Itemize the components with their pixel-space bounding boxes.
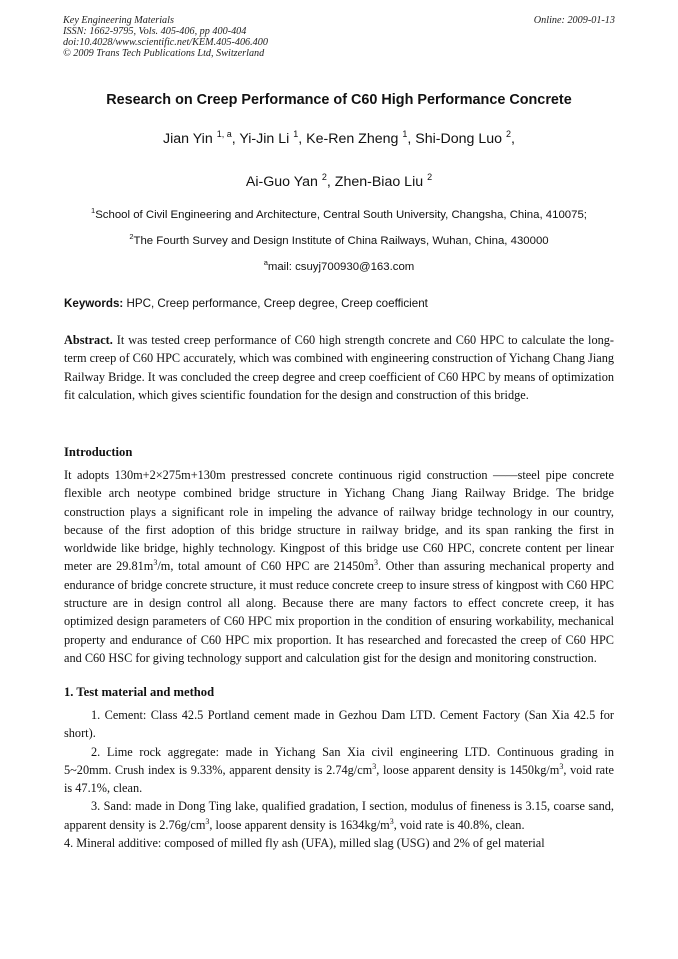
- doi-line: doi:10.4028/www.scientific.net/KEM.405-406.400: [63, 37, 268, 48]
- author-line-1: Jian Yin $^{1, a}$, Yi-Jin Li $^1$, Ke-Ren Zheng $^1$, Shi-Dong Luo $^2$,: [163, 129, 515, 147]
- author-name: Ai-Guo Yan: [245, 174, 318, 190]
- section-heading-introduction: Introduction: [64, 445, 133, 459]
- affiliation-1: [0, 206, 678, 221]
- abstract: [64, 331, 614, 404]
- author-affil-mark: 2: [321, 172, 327, 182]
- section1-body: [64, 706, 614, 852]
- online-date: Online: 2009-01-13: [533, 15, 615, 26]
- item-mineral-additive: 4. Mineral additive: composed of milled fly ash (UFA), milled slag (USG) and 2% of gel material: [64, 836, 545, 851]
- author-name: Shi-Dong Luo: [415, 131, 503, 147]
- email-mark: a: [263, 258, 268, 267]
- abstract-label: Abstract.: [64, 333, 113, 347]
- author-email: [0, 258, 678, 273]
- item-text: , loose apparent density is 1450kg/m: [376, 762, 560, 777]
- abstract-text: It was tested creep performance of C60 high strength concrete and C60 HPC to calculate the long-term creep of C60 HPC accurately, which was combined with engineering construction of Yichang Chang Jiang Railway Bridge. It was concluded the creep degree and creep coefficient of C60 HPC by means of optimization fit calculation, which gives scientific foundation for the design and construction of this bridge.: [64, 333, 614, 402]
- introduction-paragraph: [64, 466, 614, 667]
- author-name: Ke-Ren Zheng: [306, 131, 399, 147]
- item-text: 3. Sand: made in Dong Ting lake, qualified gradation, I section, modulus of fineness is 3.15, coarse sand, apparent density is 2.76g/cm: [64, 799, 614, 832]
- author-affil-mark: 1: [293, 129, 299, 139]
- journal-header: [63, 15, 268, 59]
- paper-title: Research on Creep Performance of C60 High Performance Concrete: [106, 92, 572, 108]
- author-name: Jian Yin: [163, 131, 213, 147]
- affiliation-text: School of Civil Engineering and Architecture, Central South University, Changsha, China, 410075;: [95, 209, 587, 221]
- affiliation-text: The Fourth Survey and Design Institute of China Railways, Wuhan, China, 430000: [133, 235, 549, 247]
- intro-text: It adopts 130m+2×275m+130m prestressed concrete continuous rigid construction ——steel pipe concrete flexible arch neotype combined bridge structure in Yichang Chang Jiang Railway Bridge. The bridge construction plays a significant role in impeling the advance of railway bridge technology in our country, because of the first adoption of this bridge structure in railway bridge, and its span ranking the first in worldwide like bridge, highly technology. Kingpost of this bridge use C60 HPC, concrete content per linear meter are 29.81m: [64, 468, 614, 574]
- affiliation-mark: 1: [91, 206, 96, 215]
- superscript: 3: [374, 558, 379, 568]
- intro-text: . Other than assuring mechanical property and endurance of bridge concrete structure, it must reduce concrete creep to insure stress of kingpost with C60 HPC structure are in design control all along. Because there are many factors to effect concrete creep, it has optimized design parameters of C60 HPC mix proportion in the condition of ensuring workability, mechanical property and endurance of C60 HPC mix proportion. It has researched and forecasted the creep of C60 HPC and C60 HSC for giving technology support and calculation gist for the design and monitoring construction.: [64, 559, 614, 665]
- superscript: 3: [153, 558, 158, 568]
- superscript: 3: [389, 816, 394, 826]
- item-text: , void rate is 40.8%, clean.: [393, 817, 525, 832]
- keywords: [64, 297, 428, 310]
- journal-name: Key Engineering Materials: [63, 15, 174, 26]
- item-text: , void rate is 47.1%, clean.: [64, 762, 614, 796]
- affiliation-mark: 2: [129, 232, 134, 241]
- author-affil-mark: 2: [427, 172, 433, 182]
- author-affil-mark: 2: [506, 129, 512, 139]
- superscript: 3: [205, 816, 210, 826]
- item-text: 2. Lime rock aggregate: made in Yichang San Xia civil engineering LTD. Continuous grading in 5~20mm. Crush index is 9.33%, apparent density is 2.74g/cm: [64, 744, 614, 777]
- keywords-label: Keywords:: [64, 297, 124, 310]
- author-affil-mark: 1, a: [216, 129, 232, 139]
- issn-line: ISSN: 1662-9795, Vols. 405-406, pp 400-404: [63, 26, 247, 37]
- author-line-2: Ai-Guo Yan $^2$, Zhen-Biao Liu $^2$: [245, 172, 433, 190]
- item-aggregate: [64, 743, 614, 798]
- item-cement: 1. Cement: Class 42.5 Portland cement made in Gezhou Dam LTD. Cement Factory (San Xia 42.5 for short).: [64, 708, 614, 741]
- item-sand: [64, 797, 614, 834]
- email-text: mail: csuyj700930@163.com: [267, 261, 415, 273]
- section-heading-test-material: 1. Test material and method: [64, 685, 215, 699]
- author-name: Yi-Jin Li: [239, 131, 290, 147]
- keywords-text: HPC, Creep performance, Creep degree, Creep coefficient: [123, 297, 428, 310]
- item-text: , loose apparent density is 1634kg/m: [209, 817, 390, 832]
- intro-text: /m, total amount of C60 HPC are 21450m: [157, 559, 375, 574]
- author-affil-mark: 1: [402, 129, 408, 139]
- copyright-line: © 2009 Trans Tech Publications Ltd, Switzerland: [63, 48, 265, 59]
- author-name: Zhen-Biao Liu: [334, 174, 424, 190]
- superscript: 3: [372, 761, 377, 771]
- superscript: 3: [559, 761, 564, 771]
- affiliation-2: [0, 232, 678, 247]
